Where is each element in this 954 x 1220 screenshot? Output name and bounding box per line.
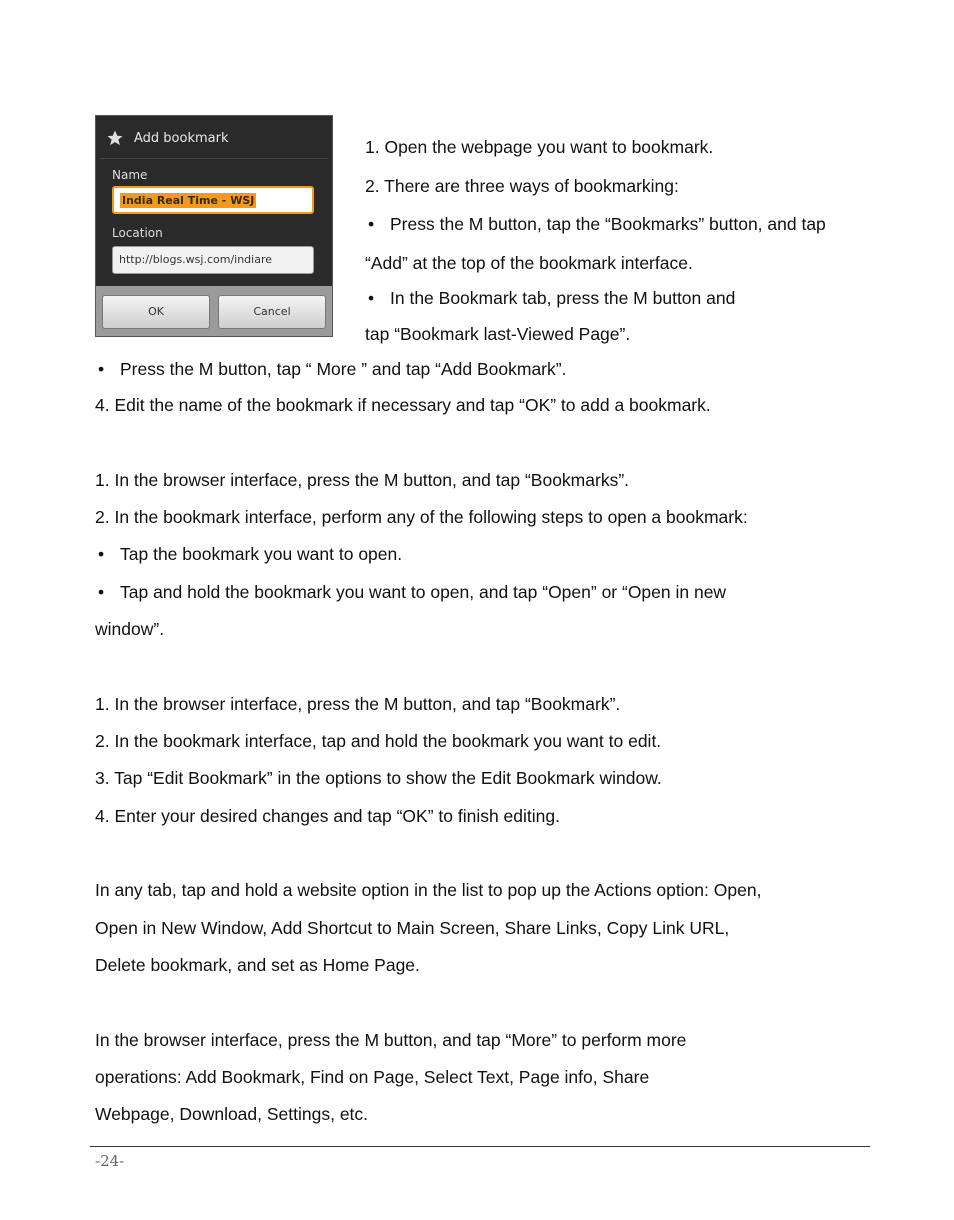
text-line: 2. In the bookmark interface, perform any of the following steps to open a bookmark: — [95, 507, 748, 527]
bullet-mark: • — [98, 359, 105, 379]
text-line: In the browser interface, press the M button, and tap “More” to perform more — [95, 1030, 687, 1050]
page-number: -24- — [95, 1152, 125, 1170]
text-line: 4. Enter your desired changes and tap “OK” to finish editing. — [95, 806, 560, 826]
text-line: “Add” at the top of the bookmark interface. — [365, 253, 693, 273]
text-line: Tap the bookmark you want to open. — [120, 544, 403, 564]
bullet-line — [98, 581, 726, 603]
text-line: 4. Edit the name of the bookmark if necessary and tap “OK” to add a bookmark. — [95, 395, 711, 415]
text-line: Tap and hold the bookmark you want to open, and tap “Open” or “Open in new — [120, 582, 727, 602]
name-value: India Real Time - WSJ — [122, 194, 255, 207]
location-label: Location — [112, 226, 163, 240]
bullet-mark: • — [98, 582, 105, 602]
text-line: Webpage, Download, Settings, etc. — [95, 1104, 369, 1124]
text-line: window”. — [95, 619, 165, 639]
add-bookmark-screenshot — [95, 115, 333, 337]
bullet-line — [98, 543, 402, 565]
text-line: Delete bookmark, and set as Home Page. — [95, 955, 420, 975]
bullet-line — [368, 213, 826, 235]
dialog-header — [106, 129, 229, 147]
bullet-mark: • — [368, 288, 375, 308]
ok-button[interactable]: OK — [102, 295, 210, 329]
cancel-button[interactable]: Cancel — [218, 295, 326, 329]
text-line: In the Bookmark tab, press the M button and — [390, 288, 736, 308]
bullet-line — [368, 287, 735, 309]
star-icon — [106, 129, 124, 147]
text-line: Press the M button, tap the “Bookmarks” button, and tap — [390, 214, 826, 234]
bullet-mark: • — [98, 544, 105, 564]
text-line: tap “Bookmark last-Viewed Page”. — [365, 324, 631, 344]
text-line: 1. In the browser interface, press the M button, and tap “Bookmark”. — [95, 694, 621, 714]
text-line: Open in New Window, Add Shortcut to Main Screen, Share Links, Copy Link URL, — [95, 918, 730, 938]
text-line: 1. Open the webpage you want to bookmark. — [365, 137, 714, 157]
text-line: Press the M button, tap “ More ” and tap “Add Bookmark”. — [120, 359, 567, 379]
footer-divider — [90, 1146, 870, 1147]
location-field[interactable]: http://blogs.wsj.com/indiare — [112, 246, 314, 274]
text-line: 2. In the bookmark interface, tap and hold the bookmark you want to edit. — [95, 731, 662, 751]
text-line: In any tab, tap and hold a website option in the list to pop up the Actions option: Open, — [95, 880, 762, 900]
text-line: operations: Add Bookmark, Find on Page, Select Text, Page info, Share — [95, 1067, 650, 1087]
text-line: 2. There are three ways of bookmarking: — [365, 176, 679, 196]
bullet-mark: • — [368, 214, 375, 234]
bullet-line — [98, 358, 566, 380]
name-field[interactable] — [112, 186, 314, 214]
text-line: 3. Tap “Edit Bookmark” in the options to show the Edit Bookmark window. — [95, 768, 662, 788]
dialog-divider — [100, 158, 328, 159]
text-line: 1. In the browser interface, press the M button, and tap “Bookmarks”. — [95, 470, 630, 490]
name-label: Name — [112, 168, 148, 182]
dialog-title: Add bookmark — [134, 130, 229, 146]
